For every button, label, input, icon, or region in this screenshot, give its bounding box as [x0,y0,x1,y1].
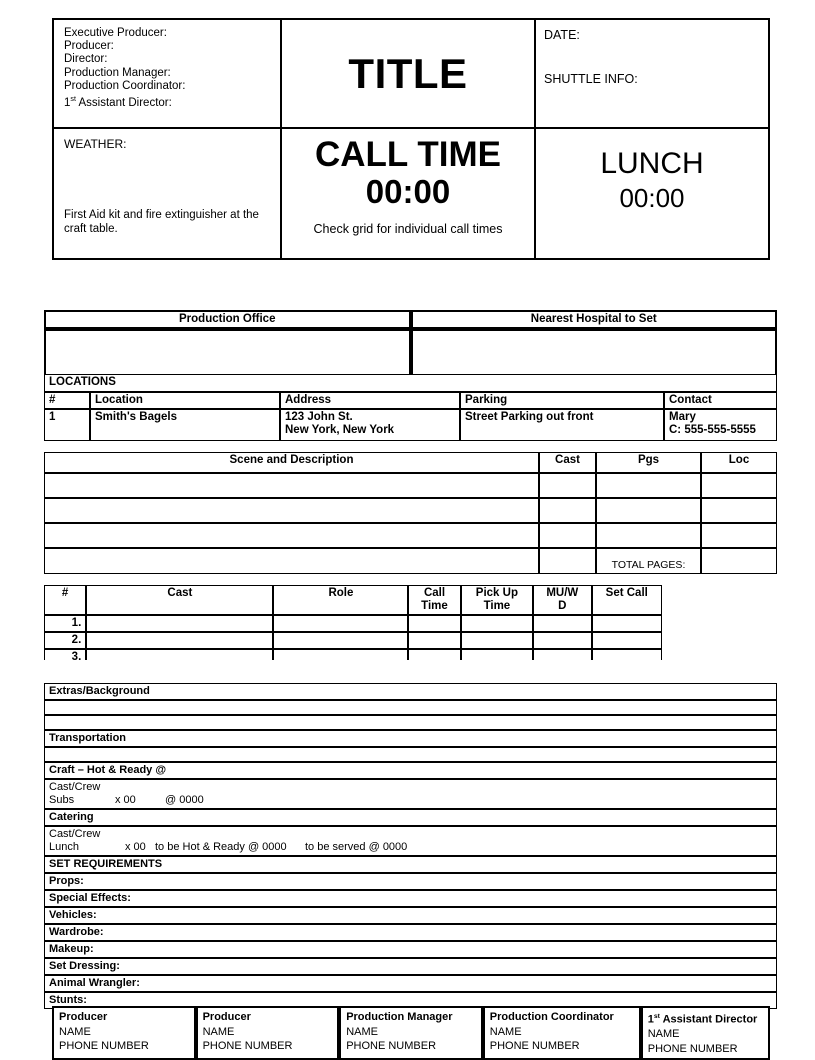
ordinal-suffix: st [70,95,76,104]
table-row [44,941,777,958]
table-row [44,730,777,747]
weather-cell [54,129,282,258]
cast-block [44,585,662,660]
table-row [44,700,777,715]
cast-table [44,585,662,660]
call-time-note: Check grid for individual call times [313,222,503,236]
cast-row-muwd[interactable] [533,615,591,632]
table-row [44,779,777,809]
production-office-header: Production Office [44,310,411,329]
pickup-line-1: Pick Up [475,587,518,599]
scene-cast[interactable] [539,473,596,498]
requirements-block [44,683,777,1009]
cast-row-name[interactable] [86,649,273,660]
call-time-line-1: Call [423,587,446,599]
footer-title: Producer [202,1011,251,1023]
set-req-props[interactable]: Props: [44,873,777,890]
catering-ready: to be Hot & Ready @ 0000 [155,841,287,853]
cast-col-role: Role [273,585,408,615]
cast-col-muwd [533,585,591,615]
table-row [44,826,777,856]
location-row-contact[interactable] [664,409,777,441]
locations-col-num: # [44,392,90,409]
set-req-stunts[interactable]: Stunts: [44,992,777,1009]
address-line-1: 123 John St. [285,411,353,423]
transportation-row-1[interactable] [44,747,777,762]
table-row [52,1006,770,1060]
craft-time: @ 0000 [165,794,204,806]
table-row [44,809,777,826]
cast-row-num: 2. [44,632,86,649]
catering-served: to be served @ 0000 [305,841,408,853]
production-title-cell [282,20,536,127]
muwd-line-2: D [558,600,567,612]
footer-contact-production-manager [339,1006,483,1060]
cast-col-num: # [44,585,86,615]
table-row [44,374,777,392]
craft-qty: x 00 [115,794,136,806]
date-label: DATE: [544,28,580,42]
locations-table [44,374,777,441]
scene-total-spacer [44,548,539,574]
table-row [44,907,777,924]
table-row [44,498,777,523]
transportation-header: Transportation [44,730,777,747]
table-row [44,747,777,762]
cast-row-call-time[interactable] [408,632,460,649]
location-row-address[interactable] [280,409,460,441]
set-req-set-dressing[interactable]: Set Dressing: [44,958,777,975]
scene-description[interactable] [44,473,539,498]
footer-title: Producer [59,1011,108,1023]
cast-row-muwd[interactable] [533,632,591,649]
scene-description[interactable] [44,523,539,548]
table-row [44,715,777,730]
table-row [44,392,777,409]
scene-loc[interactable] [701,498,777,523]
header-bottom-row [54,127,768,258]
credit-director: Director: [64,53,108,66]
footer-name: NAME [346,1025,378,1038]
cast-row-role[interactable] [273,615,408,632]
call-time-label: CALL TIME [314,135,501,174]
table-row [44,473,777,498]
lunch-value: 00:00 [619,183,685,213]
location-row-parking[interactable]: Street Parking out front [460,409,664,441]
first-aid-note: First Aid kit and fire extinguisher at the craft table. [64,209,259,235]
shuttle-info-label: SHUTTLE INFO: [544,72,638,86]
cast-col-call-time [408,585,460,615]
lunch-label: LUNCH [600,147,704,180]
extras-row-1[interactable] [44,700,777,715]
catering-detail-row[interactable] [44,826,777,856]
footer-name: NAME [489,1025,522,1038]
catering-qty: x 00 [125,841,146,853]
table-row [44,975,777,992]
table-row [44,523,777,548]
table-row [44,958,777,975]
footer-title: 1st Assistant Director [647,1013,758,1026]
extras-background-header: Extras/Background [44,683,777,700]
extras-row-2[interactable] [44,715,777,730]
cast-row-call-time[interactable] [408,649,460,660]
credit-producer: Producer: [64,40,114,53]
scene-loc[interactable] [701,473,777,498]
table-row [44,615,662,632]
footer-contact-producer-1 [52,1006,196,1060]
scene-cast[interactable] [539,523,596,548]
cast-row-pickup-time[interactable] [461,649,533,660]
credit-production-manager: Production Manager: [64,66,171,79]
scenes-col-loc: Loc [701,452,777,473]
table-row [44,649,662,660]
footer-contact-production-coordinator [483,1006,641,1060]
cast-row-call-time[interactable] [408,615,460,632]
footer-title: Production Manager [346,1011,453,1023]
cast-row-role[interactable] [273,632,408,649]
set-req-animal-wrangler[interactable]: Animal Wrangler: [44,975,777,992]
pickup-line-2: Time [483,600,511,612]
requirements-table [44,683,777,1009]
footer-title: Production Coordinator [489,1011,614,1023]
table-row [44,762,777,779]
total-pages-value[interactable] [701,548,777,574]
table-row [44,632,662,649]
cast-row-muwd[interactable] [533,649,591,660]
total-pages-cell [596,548,701,574]
credit-production-coordinator: Production Coordinator: [64,79,186,92]
set-requirements-header: SET REQUIREMENTS [44,856,777,873]
page-title: TITLE [348,49,468,97]
footer-contacts-table [52,1006,770,1060]
weather-label: WEATHER: [64,137,127,151]
call-time-line-2: Time [421,600,448,612]
footer-contacts-block [52,1006,770,1060]
scenes-col-description: Scene and Description [44,452,539,473]
scenes-col-cast: Cast [539,452,596,473]
cast-row-pickup-time[interactable] [461,615,533,632]
craft-detail-row[interactable] [44,779,777,809]
catering-item: Cast/Crew Lunch [49,828,101,853]
cast-col-pickup-time [461,585,533,615]
table-row [44,585,662,615]
call-sheet-header [52,18,770,260]
ordinal-suffix: st [653,1013,660,1020]
call-time-value: 00:00 [365,173,451,210]
cast-row-num: 3. [44,649,86,660]
cast-row-pickup-time[interactable] [461,632,533,649]
scenes-table [44,452,777,574]
nearest-hospital-header: Nearest Hospital to Set [411,310,778,329]
footer-phone: PHONE NUMBER [346,1040,437,1052]
cast-col-set-call: Set Call [592,585,663,615]
contact-line-2: C: 555-555-5555 [669,424,756,436]
footer-phone: PHONE NUMBER [59,1040,149,1052]
date-shuttle-cell [536,20,768,127]
table-row [44,924,777,941]
call-time-cell [282,129,536,258]
footer-name: NAME [59,1025,91,1038]
footer-phone: PHONE NUMBER [647,1042,738,1055]
catering-header: Catering [44,809,777,826]
nearest-hospital-value[interactable] [411,329,778,377]
credit-first-assistant-director: 1st Assistant Director: [64,95,172,109]
scene-pgs[interactable] [596,523,701,548]
table-row [44,873,777,890]
footer-contact-first-assistant-director [641,1006,770,1060]
scenes-block [44,452,777,574]
locations-col-address: Address [280,392,460,409]
credits-list [54,20,282,127]
cast-row-name[interactable] [86,615,273,632]
locations-col-parking: Parking [460,392,664,409]
craft-header: Craft – Hot & Ready @ [44,762,777,779]
footer-contact-producer-2 [196,1006,340,1060]
table-row [44,329,777,377]
scene-loc[interactable] [701,523,777,548]
lunch-cell [536,129,768,258]
set-req-makeup[interactable]: Makeup: [44,941,777,958]
locations-col-location: Location [90,392,280,409]
footer-phone: PHONE NUMBER [489,1040,580,1052]
footer-name: NAME [202,1025,235,1038]
footer-name: NAME [647,1028,680,1041]
scenes-col-pgs: Pgs [596,452,701,473]
scene-total-cast-spacer [539,548,596,574]
contact-line-1: Mary [669,411,696,423]
cast-row-num: 1. [44,615,86,632]
scene-cast[interactable] [539,498,596,523]
location-row-num: 1 [44,409,90,441]
scene-pgs[interactable] [596,473,701,498]
locations-section-title: LOCATIONS [44,374,777,392]
production-office-table [44,310,777,377]
locations-block [44,374,777,441]
table-row [44,683,777,700]
table-row [44,548,777,574]
set-req-wardrobe[interactable]: Wardrobe: [44,924,777,941]
scene-description[interactable] [44,498,539,523]
scene-pgs[interactable] [596,498,701,523]
production-office-value[interactable] [44,329,411,377]
location-row-name[interactable]: Smith's Bagels [90,409,280,441]
table-row [44,890,777,907]
cast-row-name[interactable] [86,632,273,649]
craft-item: Cast/Crew Subs [49,781,101,806]
cast-row-set-call[interactable] [592,649,663,660]
set-req-special-effects[interactable]: Special Effects: [44,890,777,907]
cast-row-role[interactable] [273,649,408,660]
credit-executive-producer: Executive Producer: [64,27,167,39]
production-office-block [44,310,777,377]
header-top-row [54,20,768,127]
table-row [44,452,777,473]
set-req-vehicles[interactable]: Vehicles: [44,907,777,924]
cast-row-set-call[interactable] [592,632,663,649]
total-pages-label: TOTAL PAGES: [611,559,686,571]
address-line-2: New York, New York [285,424,395,436]
cast-col-cast: Cast [86,585,273,615]
footer-phone: PHONE NUMBER [202,1040,293,1052]
locations-col-contact: Contact [664,392,777,409]
muwd-line-1: MU/W [546,587,579,599]
table-row [44,856,777,873]
table-row [44,409,777,441]
cast-row-set-call[interactable] [592,615,663,632]
table-row [44,310,777,329]
